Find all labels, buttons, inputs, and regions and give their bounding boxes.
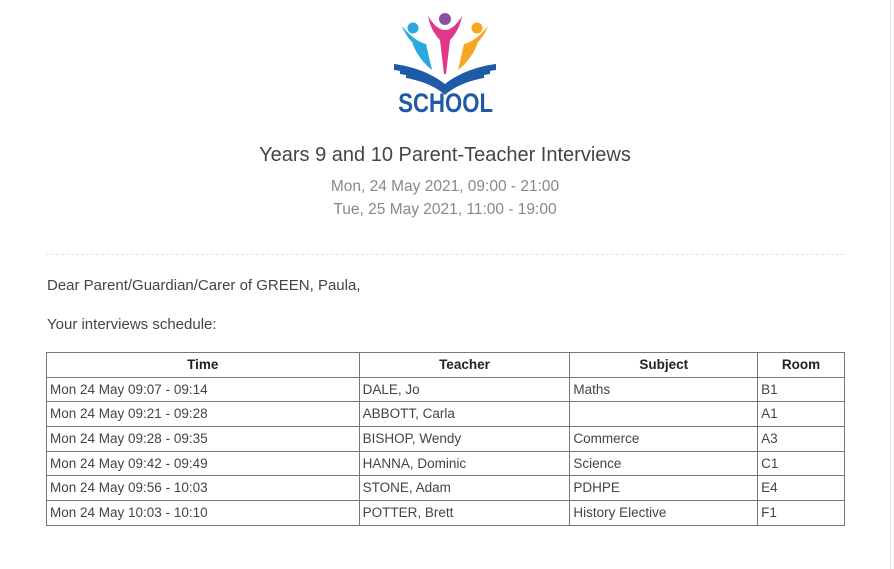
column-header-time: Time [47, 353, 360, 378]
page-title: Years 9 and 10 Parent-Teacher Interviews [259, 144, 631, 166]
cell-teacher: STONE, Adam [359, 476, 570, 501]
cell-subject [570, 402, 758, 427]
cell-time: Mon 24 May 09:28 - 09:35 [47, 427, 360, 452]
schedule-label: Your interviews schedule: [47, 316, 217, 333]
page-edge-line [890, 0, 891, 569]
cell-room: E4 [758, 476, 845, 501]
table-row [47, 427, 845, 452]
cell-subject: Commerce [570, 427, 758, 452]
table-row [47, 402, 845, 427]
cell-time: Mon 24 May 10:03 - 10:10 [47, 501, 360, 526]
section-divider [46, 254, 844, 255]
cell-teacher: ABBOTT, Carla [359, 402, 570, 427]
cell-teacher: POTTER, Brett [359, 501, 570, 526]
table-row [47, 476, 845, 501]
cell-time: Mon 24 May 09:21 - 09:28 [47, 402, 360, 427]
cell-room: B1 [758, 377, 845, 402]
cell-time: Mon 24 May 09:42 - 09:49 [47, 451, 360, 476]
column-header-room: Room [758, 353, 845, 378]
column-header-teacher: Teacher [359, 353, 570, 378]
cell-time: Mon 24 May 09:56 - 10:03 [47, 476, 360, 501]
event-dates [0, 175, 890, 221]
event-date-1: Mon, 24 May 2021, 09:00 - 21:00 [330, 178, 560, 195]
cell-time: Mon 24 May 09:07 - 09:14 [47, 377, 360, 402]
cell-subject: Science [570, 451, 758, 476]
table-row [47, 377, 845, 402]
cell-teacher: HANNA, Dominic [359, 451, 570, 476]
cell-subject: PDHPE [570, 476, 758, 501]
event-date-2: Tue, 25 May 2021, 11:00 - 19:00 [333, 201, 557, 218]
cell-room: C1 [758, 451, 845, 476]
interview-schedule-table [46, 352, 845, 526]
cell-teacher: DALE, Jo [359, 377, 570, 402]
cell-subject: History Elective [570, 501, 758, 526]
cell-room: A1 [758, 402, 845, 427]
cell-room: F1 [758, 501, 845, 526]
cell-room: A3 [758, 427, 845, 452]
letter-greeting: Dear Parent/Guardian/Carer of GREEN, Paula, [47, 277, 361, 294]
logo-wordmark: SCHOOL [398, 88, 493, 118]
cell-subject: Maths [570, 377, 758, 402]
table-row [47, 501, 845, 526]
table-row [47, 451, 845, 476]
table-header-row [47, 353, 845, 378]
cell-teacher: BISHOP, Wendy [359, 427, 570, 452]
column-header-subject: Subject [570, 353, 758, 378]
